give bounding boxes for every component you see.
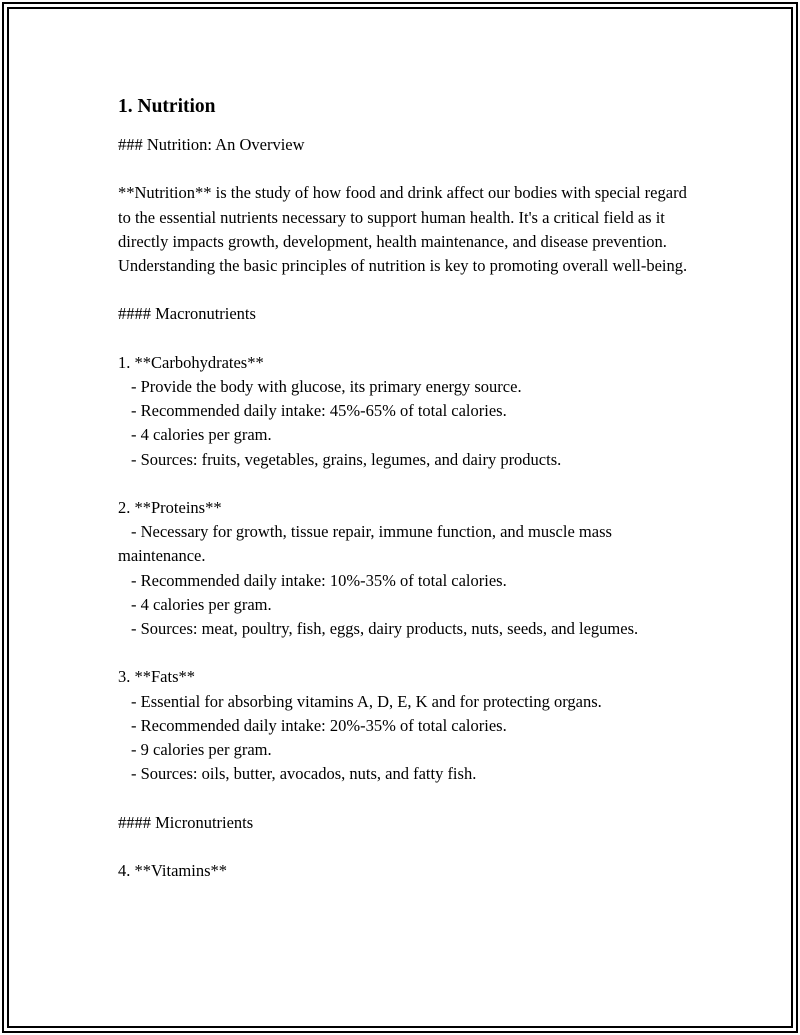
bullet-fats-purpose: - Essential for absorbing vitamins A, D, E, K and for protecting organs. [131, 691, 602, 711]
bullet-carbs-sources: - Sources: fruits, vegetables, grains, legumes, and dairy products. [131, 449, 562, 469]
bullet-fats-calories: - 9 calories per gram. [131, 740, 272, 759]
blank-line [118, 327, 688, 351]
list-item-fats: 3. **Fats** [118, 667, 196, 687]
bullet-fats-intake: - Recommended daily intake: 20%-35% of total calories. [131, 715, 507, 735]
bullet-carbs-intake: - Recommended daily intake: 45%-65% of total calories. [131, 401, 507, 421]
blank-line [118, 472, 688, 496]
bullet-proteins-calories: - 4 calories per gram. [131, 594, 272, 614]
bullet-proteins-purpose: - Necessary for growth, tissue repair, immune function, and muscle mass maintenance. [118, 522, 612, 566]
subheading-macronutrients: #### Macronutrients [118, 304, 256, 324]
list-item-proteins: 2. **Proteins** [118, 497, 222, 517]
blank-line [118, 786, 688, 810]
blank-line [118, 835, 688, 859]
bullet-proteins-sources: - Sources: meat, poultry, fish, eggs, dairy products, nuts, seeds, and legumes. [131, 619, 639, 638]
intro-paragraph: **Nutrition** is the study of how food and drink affect our bodies with special regard to the essential nutrients necessary to support human health. It's a critical field as it directly impacts growth, development, health maintenance, and disease prevention. Understanding the basic principles of nutrition is key to promoting overall well-being. [118, 183, 688, 275]
list-item-vitamins: 4. **Vitamins** [118, 860, 228, 880]
blank-line [118, 157, 688, 181]
subheading-overview: ### Nutrition: An Overview [118, 135, 305, 154]
bullet-carbs-glucose: - Provide the body with glucose, its primary energy source. [131, 376, 522, 396]
list-item-carbohydrates: 1. **Carbohydrates** [118, 352, 264, 372]
bullet-fats-sources: - Sources: oils, butter, avocados, nuts, and fatty fish. [131, 764, 477, 784]
blank-line [118, 641, 688, 665]
document-body [118, 94, 688, 883]
subheading-micronutrients: #### Micronutrients [118, 812, 254, 832]
bullet-proteins-intake: - Recommended daily intake: 10%-35% of total calories. [131, 570, 507, 590]
section-heading: 1. Nutrition [118, 96, 216, 117]
blank-line [118, 278, 688, 302]
bullet-carbs-calories: - 4 calories per gram. [131, 425, 272, 445]
